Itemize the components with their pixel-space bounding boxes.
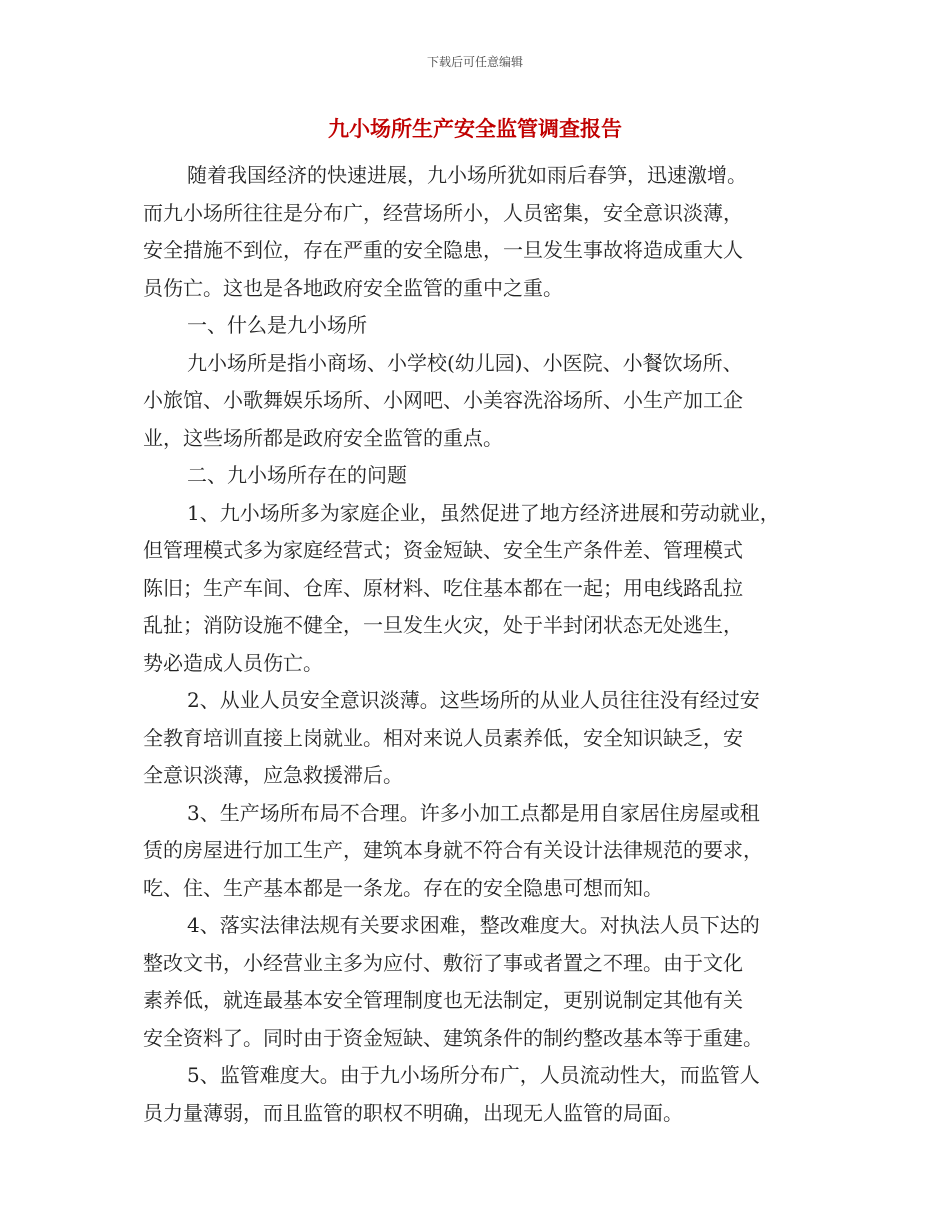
body-line: 陈旧；生产车间、仓库、原材料、吃住基本都在一起；用电线路乱拉 [143, 575, 743, 600]
body-line: 势必造成人员伤亡。 [143, 650, 323, 675]
section-heading: 二、九小场所存在的问题 [187, 463, 407, 487]
document-body [143, 157, 823, 1132]
header-note: 下载后可任意编辑 [426, 55, 523, 69]
body-line: 安全措施不到位，存在严重的安全隐患，一旦发生事故将造成重大人 [143, 238, 743, 262]
body-line: 2、从业人员安全意识淡薄。这些场所的从业人员往往没有经过安 [187, 688, 760, 712]
body-line: 4、落实法律法规有关要求困难，整改难度大。对执法人员下达的 [187, 913, 760, 937]
body-line: 素养低，就连最基本安全管理制度也无法制定，更别说制定其他有关 [143, 988, 743, 1012]
body-line: 吃、住、生产基本都是一条龙。存在的安全隐患可想而知。 [143, 875, 663, 900]
body-line: 全意识淡薄，应急救援滞后。 [143, 763, 403, 787]
body-line: 全教育培训直接上岗就业。相对来说人员素养低，安全知识缺乏，安 [143, 725, 743, 750]
body-line: 员力量薄弱，而且监管的职权不明确，出现无人监管的局面。 [143, 1100, 683, 1125]
body-line: 3、生产场所布局不合理。许多小加工点都是用自家居住房屋或租 [187, 800, 760, 825]
body-line: 整改文书，小经营业主多为应付、敷衍了事或者置之不理。由于文化 [143, 950, 743, 975]
document-title: 九小场所生产安全监管调查报告 [328, 116, 622, 141]
body-line: 1、九小场所多为家庭企业，虽然促进了地方经济进展和劳动就业， [187, 500, 780, 525]
body-line: 业，这些场所都是政府安全监管的重点。 [143, 425, 503, 450]
body-line: 九小场所是指小商场、小学校(幼儿园)、小医院、小餐饮场所、 [187, 350, 743, 375]
body-line: 但管理模式多为家庭经营式；资金短缺、安全生产条件差、管理模式 [143, 538, 743, 562]
body-line: 而九小场所往往是分布广，经营场所小，人员密集，安全意识淡薄， [143, 200, 743, 225]
body-line: 随着我国经济的快速进展，九小场所犹如雨后春笋，迅速激增。 [187, 163, 747, 187]
body-line: 小旅馆、小歌舞娱乐场所、小网吧、小美容洗浴场所、小生产加工企 [143, 388, 743, 412]
body-line: 员伤亡。这也是各地政府安全监管的重中之重。 [143, 275, 563, 300]
body-line: 安全资料了。同时由于资金短缺、建筑条件的制约整改基本等于重建。 [143, 1025, 763, 1050]
body-line: 赁的房屋进行加工生产，建筑本身就不符合有关设计法律规范的要求， [143, 838, 763, 862]
body-line: 5、监管难度大。由于九小场所分布广，人员流动性大，而监管人 [187, 1063, 760, 1087]
body-line: 乱扯；消防设施不健全，一旦发生火灾，处于半封闭状态无处逃生， [143, 613, 743, 637]
section-heading: 一、什么是九小场所 [187, 313, 367, 337]
